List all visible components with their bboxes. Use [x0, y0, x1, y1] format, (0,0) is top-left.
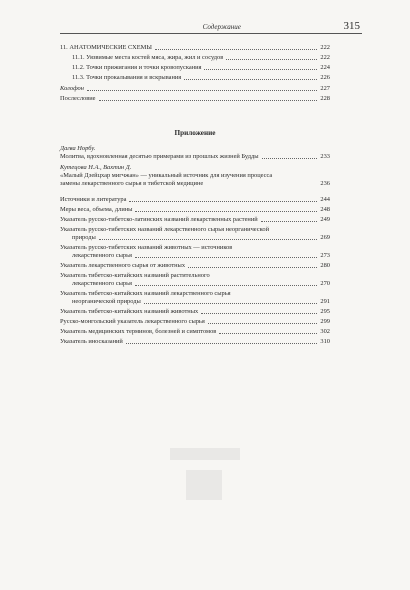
toc-entry-section-11[interactable]: 11. АНАТОМИЧЕСКИЕ СХЕМЫ 222	[60, 44, 330, 51]
appendix-heading: Приложение	[174, 129, 216, 137]
toc-entry-index-animal-raw[interactable]: Указатель лекарственного сырья от животных 280	[60, 262, 330, 269]
toc-entry-afterword[interactable]: Послесловие 228	[60, 95, 330, 102]
running-header	[60, 20, 360, 32]
toc-entry-measures[interactable]: Меры веса, объема, длины 248	[60, 206, 330, 213]
toc-entry-index-inorganic[interactable]: Указатель русско-тибетских названий лекарственного сырья неорганической природы 269	[60, 226, 330, 241]
toc-entry-index-tib-chin-inorganic[interactable]: Указатель тибетско-китайских названий лекарственного сырья неорганической природы 291	[60, 290, 330, 305]
toc-entry-11-1[interactable]: 11.1. Уязвимые места костей мяса, жира, жил и сосудов 222	[72, 54, 330, 61]
faint-emblem-mark	[186, 470, 222, 500]
author-kutetsova-vakhtin: Кутецова Н.А., Вахтин Д.	[60, 164, 132, 171]
show-through-watermark	[150, 448, 260, 528]
toc-entry-index-allegories[interactable]: Указатель иносказаний 310	[60, 338, 330, 345]
toc-entry-colophon[interactable]: Колофон 227	[60, 85, 330, 92]
header-rule	[60, 33, 362, 34]
header-title: Содержание	[202, 23, 241, 31]
toc-entry-index-medical-terms[interactable]: Указатель медицинских терминов, болезней и симптомов 302	[60, 328, 330, 335]
toc-entry-index-plants-latin[interactable]: Указатель русско-тибетско-латинских названий лекарственных растений 249	[60, 216, 330, 223]
author-dagva-norbu: Дагва Норбу.	[60, 145, 96, 152]
toc-entry-index-tib-chin-animals[interactable]: Указатель тибетско-китайских названий животных 295	[60, 308, 330, 315]
toc-entry-index-rus-mong[interactable]: Русско-монгольский указатель лекарственного сырья 299	[60, 318, 330, 325]
faint-logo-mark	[170, 448, 240, 460]
toc-entry-prayer[interactable]: Молитва, вдохновленная десятью примерами из прошлых жизней Будды 233	[60, 153, 330, 160]
toc-entry-index-animals-sources[interactable]: Указатель русско-тибетских названий животных — источников лекарственного сырья 273	[60, 244, 330, 259]
toc-entry-11-3[interactable]: 11.3. Точки прокалывания и вскрывания 226	[72, 74, 330, 81]
page-number: 315	[343, 20, 360, 32]
toc-entry-index-tib-chin-plants[interactable]: Указатель тибетско-китайских названий растительного лекарственного сырья 270	[60, 272, 330, 287]
toc-entry-sources[interactable]: Источники и литература 244	[60, 196, 330, 203]
toc-entry-small-dzeytshar[interactable]: «Малый Дзейцхар мигчжан» — уникальный источник для изучения процесса замены лекарственного сырья в тибетской медицине 236	[60, 172, 330, 187]
toc-entry-11-2[interactable]: 11.2. Точки прижигания и точки кровопускания 224	[72, 64, 330, 71]
